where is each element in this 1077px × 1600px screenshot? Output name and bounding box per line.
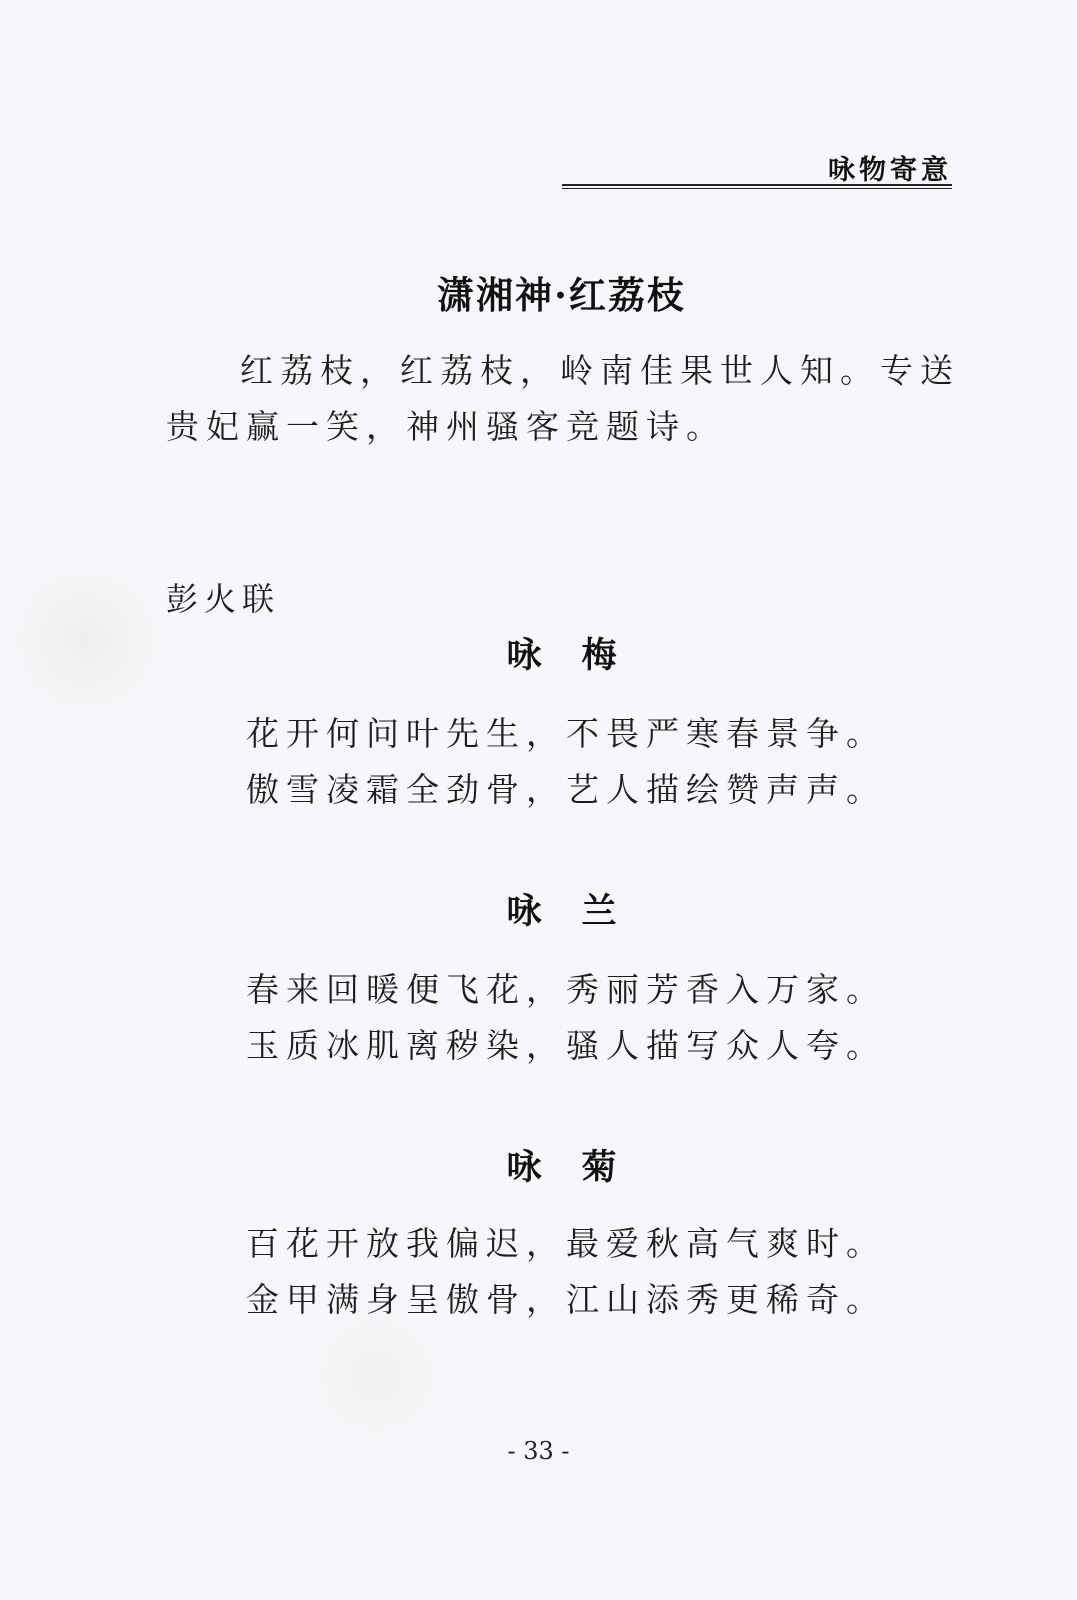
poem-line: 傲雪凌霜全劲骨，艺人描绘赞声声。 bbox=[246, 770, 886, 809]
header-rule bbox=[562, 184, 952, 189]
section-header-label: 咏物寄意 bbox=[828, 155, 952, 186]
poem-title-mei bbox=[23, 628, 1077, 678]
poem-title-subject: 兰 bbox=[581, 891, 617, 932]
poem-title-verb: 咏 bbox=[506, 1147, 542, 1188]
poem-title-subject: 梅 bbox=[581, 635, 617, 676]
poem-title-subject: 菊 bbox=[581, 1147, 617, 1188]
poem-line: 春来回暖便飞花，秀丽芳香入万家。 bbox=[246, 970, 886, 1009]
page-number: - 33 - bbox=[507, 1437, 570, 1465]
poem-title-lan bbox=[23, 884, 1077, 934]
poem-line: 贵妃赢一笑，神州骚客竞题诗。 bbox=[166, 407, 726, 446]
poem-line: 玉质冰肌离秽染，骚人描写众人夸。 bbox=[246, 1026, 886, 1065]
poem-title-verb: 咏 bbox=[506, 635, 542, 676]
poem-title-verb: 咏 bbox=[506, 891, 542, 932]
author-name: 彭火联 bbox=[166, 580, 281, 618]
poem-line: 金甲满身呈傲骨，江山添秀更稀奇。 bbox=[246, 1280, 886, 1319]
poem-line: 花开何问叶先生，不畏严寒春景争。 bbox=[246, 714, 886, 753]
poem-line: 百花开放我偏迟，最爱秋高气爽时。 bbox=[246, 1224, 886, 1263]
poem-line: 红荔枝，红荔枝，岭南佳果世人知。专送 bbox=[240, 351, 960, 390]
poem-title-ju bbox=[23, 1140, 1077, 1190]
poem-title-main: 潇湘神·红荔枝 bbox=[437, 273, 686, 317]
